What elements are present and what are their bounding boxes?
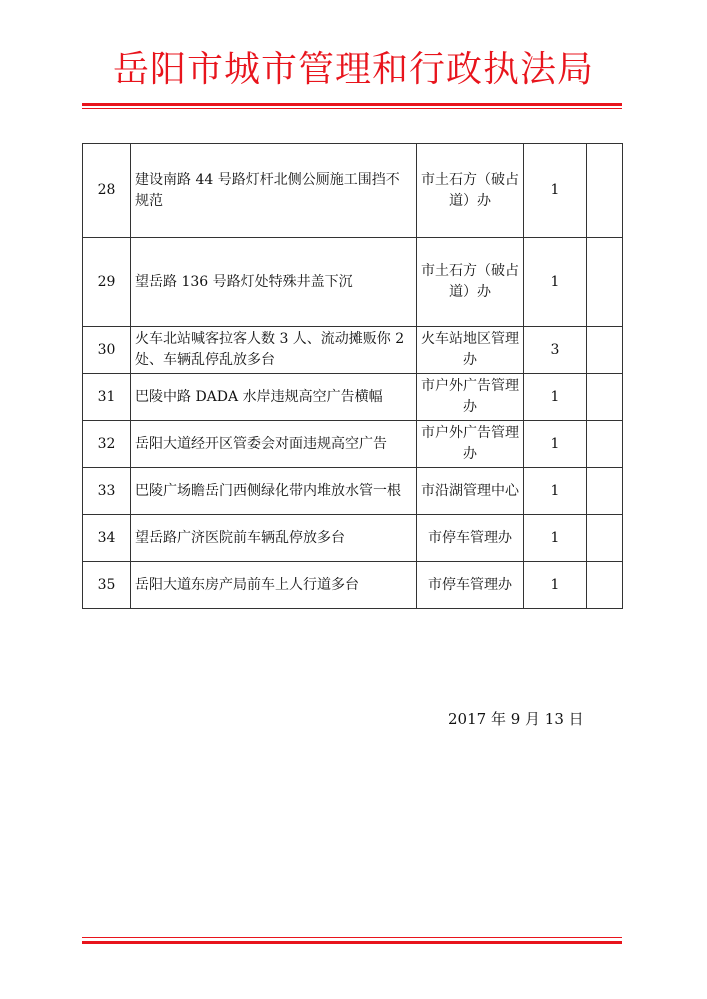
footer-rule-thin <box>82 937 622 938</box>
table-row <box>83 421 623 468</box>
table-row <box>83 562 623 609</box>
responsible-department: 市户外广告管理办 <box>417 421 524 468</box>
remarks-cell <box>587 468 623 515</box>
row-number: 30 <box>83 327 131 374</box>
responsible-department: 市停车管理办 <box>417 562 524 609</box>
issue-count: 1 <box>524 515 587 562</box>
remarks-cell <box>587 562 623 609</box>
issue-description: 火车北站喊客拉客人数 3 人、流动摊贩你 2 处、车辆乱停乱放多台 <box>131 327 417 374</box>
report-table <box>82 143 623 609</box>
issue-count: 1 <box>524 562 587 609</box>
row-number: 28 <box>83 144 131 238</box>
table-row <box>83 374 623 421</box>
page-title: 岳阳市城市管理和行政执法局 <box>112 49 594 90</box>
header-rule-thin <box>82 108 622 109</box>
issue-count: 1 <box>524 374 587 421</box>
header-rule-thick <box>82 103 622 106</box>
issue-count: 1 <box>524 468 587 515</box>
remarks-cell <box>587 238 623 327</box>
issue-description: 岳阳大道经开区管委会对面违规高空广告 <box>131 421 417 468</box>
remarks-cell <box>587 374 623 421</box>
report-table-container <box>82 143 622 609</box>
row-number: 33 <box>83 468 131 515</box>
responsible-department: 市停车管理办 <box>417 515 524 562</box>
responsible-department: 火车站地区管理办 <box>417 327 524 374</box>
issue-description: 建设南路 44 号路灯杆北侧公厕施工围挡不规范 <box>131 144 417 238</box>
footer-rule-thick <box>82 941 622 944</box>
document-date: 2017 年 9 月 13 日 <box>448 710 584 728</box>
issue-description: 岳阳大道东房产局前车上人行道多台 <box>131 562 417 609</box>
issue-count: 3 <box>524 327 587 374</box>
table-row <box>83 238 623 327</box>
table-row <box>83 515 623 562</box>
responsible-department: 市土石方（破占道）办 <box>417 144 524 238</box>
remarks-cell <box>587 515 623 562</box>
responsible-department: 市土石方（破占道）办 <box>417 238 524 327</box>
remarks-cell <box>587 327 623 374</box>
table-row <box>83 327 623 374</box>
issue-count: 1 <box>524 238 587 327</box>
row-number: 29 <box>83 238 131 327</box>
table-row <box>83 468 623 515</box>
table-row <box>83 144 623 238</box>
row-number: 32 <box>83 421 131 468</box>
issue-description: 望岳路 136 号路灯处特殊井盖下沉 <box>131 238 417 327</box>
row-number: 31 <box>83 374 131 421</box>
remarks-cell <box>587 144 623 238</box>
responsible-department: 市沿湖管理中心 <box>417 468 524 515</box>
issue-count: 1 <box>524 421 587 468</box>
remarks-cell <box>587 421 623 468</box>
issue-description: 巴陵中路 DADA 水岸违规高空广告横幅 <box>131 374 417 421</box>
row-number: 34 <box>83 515 131 562</box>
issue-description: 巴陵广场瞻岳门西侧绿化带内堆放水管一根 <box>131 468 417 515</box>
issue-count: 1 <box>524 144 587 238</box>
issue-description: 望岳路广济医院前车辆乱停放多台 <box>131 515 417 562</box>
responsible-department: 市户外广告管理办 <box>417 374 524 421</box>
row-number: 35 <box>83 562 131 609</box>
